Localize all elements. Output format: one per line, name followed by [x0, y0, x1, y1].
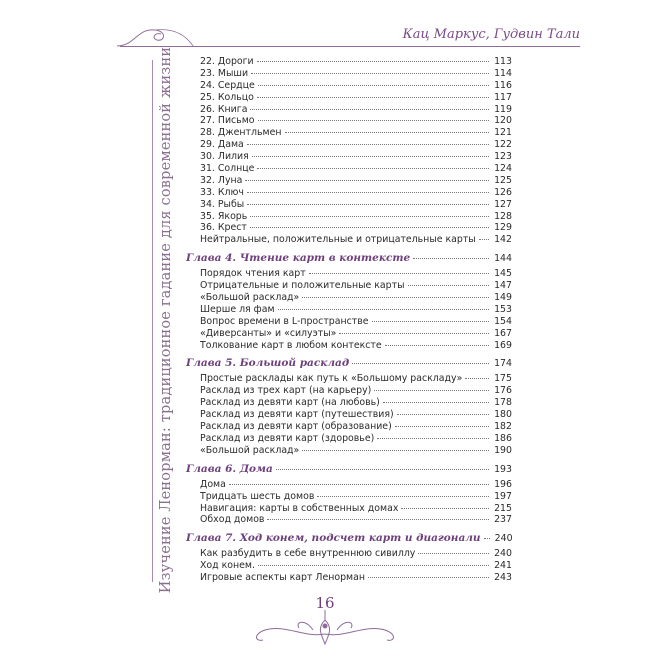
- entry-title: Тридцать шесть домов: [200, 490, 315, 502]
- toc-entry: [186, 292, 512, 304]
- dot-leader: [385, 345, 489, 346]
- dot-leader: [395, 426, 489, 427]
- entry-page-number: 174: [494, 358, 512, 370]
- dot-leader: [418, 553, 489, 554]
- toc-entry: [186, 503, 512, 515]
- entry-title: Навигация: карты в собственных домах: [200, 502, 399, 514]
- dot-leader: [413, 258, 489, 259]
- entry-page-number: 117: [494, 91, 512, 103]
- dot-leader: [317, 496, 489, 497]
- entry-title: Расклад из трех карт (на карьеру): [200, 385, 372, 397]
- entry-title: Нейтральные, положительные и отрицательные карты: [200, 234, 476, 246]
- dot-leader: [302, 297, 489, 298]
- toc-entry: [186, 199, 512, 211]
- entry-page-number: 149: [494, 292, 512, 304]
- footer-floral-ornament: [225, 604, 425, 646]
- entry-title: Расклад из девяти карт (путешествия): [200, 409, 394, 421]
- entry-page-number: 176: [494, 385, 512, 397]
- dot-leader: [250, 109, 489, 110]
- entry-title: Расклад из девяти карт (образование): [200, 421, 392, 433]
- dot-leader: [258, 85, 489, 86]
- entry-title: 34. Рыбы: [200, 198, 245, 210]
- dot-leader: [278, 309, 489, 310]
- entry-title: 23. Мыши: [200, 67, 249, 79]
- dot-leader: [479, 239, 489, 240]
- toc-entry: [186, 421, 512, 433]
- dot-leader: [247, 192, 489, 193]
- entry-page-number: 243: [494, 572, 512, 584]
- dot-leader: [377, 438, 489, 439]
- toc-entry: [186, 80, 512, 92]
- dot-leader: [285, 132, 489, 133]
- entry-page-number: 215: [494, 502, 512, 514]
- toc-entry: [186, 163, 512, 175]
- dot-leader: [250, 227, 489, 228]
- toc-entry: [186, 409, 512, 421]
- dot-leader: [408, 285, 490, 286]
- entry-title: 33. Ключ: [200, 186, 244, 198]
- entry-page-number: 128: [494, 210, 512, 222]
- running-side-title: Изучение Ленорман: традиционное гадание для современной жизни: [158, 46, 174, 594]
- dot-leader: [383, 402, 489, 403]
- entry-page-number: 175: [494, 373, 512, 385]
- entry-page-number: 240: [494, 548, 512, 560]
- entry-title: 26. Книга: [200, 103, 248, 115]
- dot-leader: [257, 97, 489, 98]
- entry-page-number: 142: [494, 234, 512, 246]
- toc-entry: [186, 222, 512, 234]
- entry-page-number: 124: [494, 163, 512, 175]
- dot-leader: [339, 333, 489, 334]
- header-rule: [120, 46, 580, 47]
- entry-page-number: 114: [494, 67, 512, 79]
- dot-leader: [247, 144, 489, 145]
- entry-page-number: 127: [494, 198, 512, 210]
- entry-title: Как разбудить в себе внутреннюю сивиллу: [200, 548, 416, 560]
- toc-entry: [186, 234, 512, 246]
- entry-page-number: 121: [494, 127, 512, 139]
- toc-entry: [186, 514, 512, 526]
- entry-title: 27. Письмо: [200, 115, 255, 127]
- chapter-title: Глава 7. Ход конем, подсчет карт и диагонали: [186, 532, 481, 545]
- dot-leader: [245, 180, 489, 181]
- toc-entry: [186, 385, 512, 397]
- dot-leader: [258, 120, 489, 121]
- entry-title: Игровые аспекты карт Ленорман: [200, 572, 365, 584]
- toc-entry: [186, 560, 512, 572]
- toc-entry: [186, 56, 512, 68]
- page-number: 16: [315, 594, 335, 612]
- entry-title: 22. Дороги: [200, 56, 254, 67]
- entry-page-number: 144: [494, 253, 512, 265]
- dot-leader: [257, 168, 489, 169]
- dot-leader: [372, 321, 489, 322]
- entry-page-number: 182: [494, 421, 512, 433]
- toc-entry: [186, 211, 512, 223]
- toc-entry: [186, 491, 512, 503]
- dot-leader: [368, 577, 489, 578]
- dot-leader: [257, 61, 489, 62]
- entry-page-number: 193: [494, 463, 512, 475]
- toc-entry: [186, 373, 512, 385]
- dot-leader: [352, 363, 489, 364]
- entry-title: Простые расклады как путь к «Большому раскладу»: [200, 373, 463, 385]
- running-header-authors: Кац Маркус, Гудвин Тали: [402, 27, 580, 42]
- dot-leader: [252, 156, 489, 157]
- entry-page-number: 145: [494, 268, 512, 280]
- toc-entry: [186, 68, 512, 80]
- entry-title: 24. Сердце: [200, 79, 255, 91]
- entry-page-number: 241: [494, 560, 512, 572]
- toc-entry: [186, 304, 512, 316]
- entry-page-number: 154: [494, 315, 512, 327]
- toc-entry: [186, 433, 512, 445]
- entry-page-number: 113: [494, 56, 512, 67]
- entry-title: Толкование карт в любом контексте: [200, 339, 382, 351]
- entry-page-number: 123: [494, 151, 512, 163]
- toc-entry: [186, 139, 512, 151]
- toc-entry: [186, 151, 512, 163]
- toc-entry: [186, 280, 512, 292]
- dot-leader: [484, 538, 490, 539]
- entry-title: 32. Луна: [200, 174, 243, 186]
- entry-page-number: 240: [494, 533, 513, 545]
- entry-title: 25. Кольцо: [200, 91, 254, 103]
- entry-page-number: 186: [494, 432, 512, 444]
- entry-page-number: 122: [494, 139, 512, 151]
- toc-entry: [186, 175, 512, 187]
- entry-title: «Диверсанты» и «силуэты»: [200, 327, 337, 339]
- toc-entry: [186, 548, 512, 560]
- table-of-contents: [186, 56, 512, 584]
- header-flourish-ornament: [115, 22, 195, 48]
- entry-page-number: 126: [494, 186, 512, 198]
- entry-title: Обход домов: [200, 514, 265, 526]
- entry-page-number: 119: [494, 103, 512, 115]
- toc-chapter-heading: [186, 251, 512, 265]
- entry-title: Вопрос времени в L-пространстве: [200, 315, 369, 327]
- dot-leader: [465, 378, 489, 379]
- entry-page-number: 116: [494, 79, 512, 91]
- entry-page-number: 237: [494, 514, 512, 526]
- entry-page-number: 178: [494, 397, 512, 409]
- dot-leader: [397, 414, 489, 415]
- entry-page-number: 125: [494, 174, 512, 186]
- entry-page-number: 197: [494, 490, 512, 502]
- toc-entry: [186, 104, 512, 116]
- entry-page-number: 169: [494, 339, 512, 351]
- entry-page-number: 190: [494, 444, 512, 456]
- toc-entry: [186, 187, 512, 199]
- dot-leader: [229, 484, 489, 485]
- dot-leader: [401, 508, 489, 509]
- toc-entry: [186, 445, 512, 457]
- dot-leader: [309, 273, 489, 274]
- entry-title: Дома: [200, 478, 226, 490]
- toc-chapter-heading: [186, 356, 512, 370]
- toc-entry: [186, 316, 512, 328]
- entry-page-number: 180: [494, 409, 512, 421]
- entry-title: 36. Крест: [200, 222, 247, 234]
- entry-page-number: 196: [494, 478, 512, 490]
- dot-leader: [276, 469, 489, 470]
- entry-title: Шерше ля фам: [200, 303, 275, 315]
- toc-entry: [186, 340, 512, 352]
- entry-title: 29. Дама: [200, 139, 244, 151]
- entry-page-number: 153: [494, 303, 512, 315]
- entry-title: Порядок чтения карт: [200, 268, 306, 280]
- entry-title: Расклад из девяти карт (на любовь): [200, 397, 380, 409]
- dot-leader: [251, 73, 489, 74]
- dot-leader: [258, 565, 489, 566]
- dot-leader: [374, 390, 489, 391]
- toc-entry: [186, 328, 512, 340]
- entry-page-number: 120: [494, 115, 512, 127]
- toc-entry: [186, 572, 512, 584]
- chapter-title: Глава 6. Дома: [186, 462, 273, 475]
- chapter-title: Глава 5. Большой расклад: [186, 357, 350, 370]
- chapter-title: Глава 4. Чтение карт в контексте: [186, 252, 411, 265]
- entry-page-number: 129: [494, 222, 512, 234]
- entry-title: 31. Солнце: [200, 163, 255, 175]
- dot-leader: [302, 450, 489, 451]
- entry-title: Расклад из девяти карт (здоровье): [200, 432, 375, 444]
- dot-leader: [247, 204, 489, 205]
- entry-title: Отрицательные и положительные карты: [200, 280, 405, 292]
- toc-chapter-heading: [186, 531, 512, 545]
- entry-title: 35. Якорь: [200, 210, 248, 222]
- entry-page-number: 147: [494, 280, 512, 292]
- entry-page-number: 167: [494, 327, 512, 339]
- side-rule: [152, 60, 153, 582]
- toc-entry: [186, 479, 512, 491]
- dot-leader: [267, 519, 489, 520]
- toc-entry: [186, 127, 512, 139]
- entry-title: 30. Лилия: [200, 151, 249, 163]
- dot-leader: [250, 216, 489, 217]
- toc-entry: [186, 115, 512, 127]
- toc-entry: [186, 92, 512, 104]
- entry-title: Ход конем.: [200, 560, 255, 572]
- entry-title: «Большой расклад»: [200, 292, 300, 304]
- entry-title: «Большой расклад»: [200, 444, 300, 456]
- toc-entry: [186, 268, 512, 280]
- toc-entry: [186, 397, 512, 409]
- toc-chapter-heading: [186, 462, 512, 476]
- entry-title: 28. Джентльмен: [200, 127, 282, 139]
